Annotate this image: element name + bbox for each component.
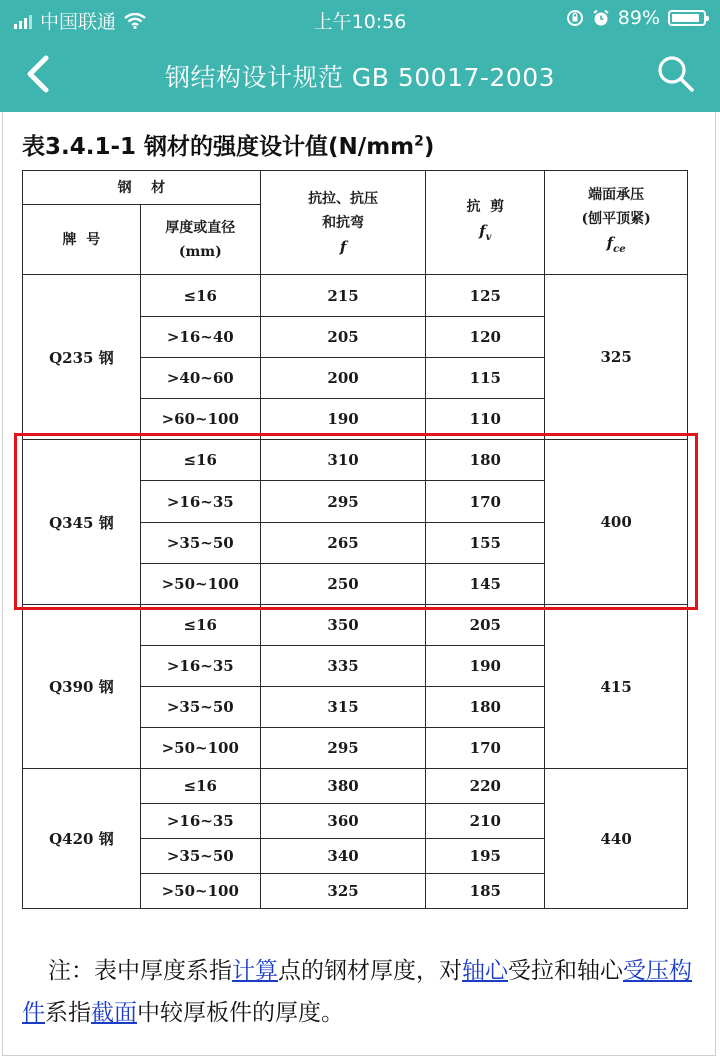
heading-superscript: 2	[414, 133, 424, 150]
header-shear-label: 抗 剪	[466, 199, 505, 215]
header-bearing-line2: (刨平顶紧)	[581, 211, 651, 227]
thickness-cell: >35~50	[140, 839, 260, 874]
note-link-jisuan[interactable]: 计算	[232, 958, 278, 984]
header-steel: 钢 材	[23, 171, 261, 205]
tension-value-cell: 325	[260, 874, 426, 909]
header-tension-line1: 抗拉、抗压	[308, 190, 379, 207]
thickness-cell: >50~100	[140, 874, 260, 909]
heading-text: 表3.4.1-1 钢材的强度设计值(N/mm	[22, 134, 415, 160]
tension-value-cell: 265	[260, 523, 426, 564]
tension-value-cell: 310	[260, 440, 426, 481]
status-bar	[0, 0, 720, 38]
shear-value-cell: 220	[426, 769, 545, 804]
thickness-cell: >50~100	[140, 728, 260, 769]
thickness-cell: ≤16	[140, 440, 260, 481]
thickness-cell: >60~100	[140, 399, 260, 440]
bearing-value-cell: 400	[545, 440, 688, 605]
thickness-cell: ≤16	[140, 605, 260, 646]
tension-value-cell: 295	[260, 481, 426, 523]
tension-value-cell: 350	[260, 605, 426, 646]
heading-close: )	[423, 134, 435, 160]
header-bearing-symbol	[545, 231, 687, 262]
nav-title: 钢结构设计规范 GB 50017-2003	[164, 63, 556, 92]
table-row	[23, 769, 688, 804]
bearing-value-cell: 325	[545, 275, 688, 440]
tension-value-cell: 340	[260, 839, 426, 874]
shear-value-cell: 180	[426, 687, 545, 728]
note-text-5: 中较厚板件的厚度。	[137, 1000, 344, 1026]
shear-value-cell: 155	[426, 523, 545, 564]
grade-cell: Q390 钢	[23, 605, 141, 769]
strength-table	[22, 170, 688, 909]
shear-value-cell: 120	[426, 317, 545, 358]
header-grade: 牌 号	[23, 205, 141, 275]
tension-value-cell: 315	[260, 687, 426, 728]
thickness-cell: ≤16	[140, 769, 260, 804]
header-bearing-line1: 端面承压	[588, 187, 645, 203]
header-thickness	[140, 205, 260, 275]
battery-percent: 89%	[617, 7, 660, 29]
shear-value-cell: 195	[426, 839, 545, 874]
orientation-lock-icon	[566, 9, 584, 27]
note-link-shouya-goujian[interactable]: 受压构件	[22, 958, 692, 1026]
thickness-cell: >40~60	[140, 358, 260, 399]
tension-value-cell: 295	[260, 728, 426, 769]
tension-value-cell: 360	[260, 804, 426, 839]
thickness-cell: >16~40	[140, 317, 260, 358]
bearing-symbol-f: f	[606, 234, 614, 252]
tension-value-cell: 200	[260, 358, 426, 399]
header-bearing	[545, 171, 688, 275]
thickness-cell: >16~35	[140, 481, 260, 523]
shear-value-cell: 125	[426, 275, 545, 317]
note-text-4: 系指	[45, 1000, 91, 1026]
grade-cell: Q345 钢	[23, 440, 141, 605]
grade-cell: Q235 钢	[23, 275, 141, 440]
shear-value-cell: 190	[426, 646, 545, 687]
note-link-jiemian[interactable]: 截面	[91, 1000, 137, 1026]
thickness-cell: ≤16	[140, 275, 260, 317]
table-row	[23, 275, 688, 317]
shear-value-cell: 115	[426, 358, 545, 399]
note-link-zhouxin[interactable]: 轴心	[462, 958, 508, 984]
table-body	[23, 275, 688, 909]
header-thickness-line1: 厚度或直径	[165, 219, 236, 236]
tension-value-cell: 215	[260, 275, 426, 317]
bearing-value-cell: 415	[545, 605, 688, 769]
thickness-cell: >35~50	[140, 687, 260, 728]
thickness-cell: >50~100	[140, 564, 260, 605]
bearing-value-cell: 440	[545, 769, 688, 909]
header-tension	[260, 171, 426, 275]
alarm-icon	[592, 9, 610, 27]
shear-value-cell: 180	[426, 440, 545, 481]
note-text-1: 注：表中厚度系指	[48, 958, 232, 984]
thickness-cell: >16~35	[140, 804, 260, 839]
header-shear	[426, 171, 545, 275]
note-text-2: 点的钢材厚度，对	[278, 958, 462, 984]
thickness-cell: >16~35	[140, 646, 260, 687]
tension-value-cell: 335	[260, 646, 426, 687]
table-row	[23, 605, 688, 646]
note-text-3: 受拉和轴心	[508, 958, 623, 984]
tension-value-cell: 380	[260, 769, 426, 804]
shear-value-cell: 170	[426, 728, 545, 769]
shear-value-cell: 170	[426, 481, 545, 523]
tension-value-cell: 250	[260, 564, 426, 605]
header-shear-symbol	[426, 219, 544, 250]
search-icon[interactable]	[654, 52, 698, 96]
nav-bar	[0, 38, 720, 112]
table-heading	[22, 128, 434, 161]
header-thickness-line2: (mm)	[178, 243, 222, 260]
bearing-symbol-sub: ce	[613, 244, 626, 255]
tension-value-cell: 205	[260, 317, 426, 358]
shear-value-cell: 110	[426, 399, 545, 440]
table-row	[23, 440, 688, 481]
shear-value-cell: 205	[426, 605, 545, 646]
shear-value-cell: 145	[426, 564, 545, 605]
battery-icon	[668, 10, 706, 26]
shear-symbol-sub: v	[485, 232, 492, 243]
tension-value-cell: 190	[260, 399, 426, 440]
shear-value-cell: 185	[426, 874, 545, 909]
thickness-cell: >35~50	[140, 523, 260, 564]
shear-value-cell: 210	[426, 804, 545, 839]
clock: 上午10:56	[313, 11, 407, 33]
header-tension-symbol: f	[339, 237, 347, 256]
shear-symbol-f: f	[479, 222, 486, 240]
header-tension-line2: 和抗弯	[322, 214, 365, 231]
table-note	[22, 950, 698, 1034]
carrier-label: 中国联通	[40, 11, 117, 33]
grade-cell: Q420 钢	[23, 769, 141, 909]
